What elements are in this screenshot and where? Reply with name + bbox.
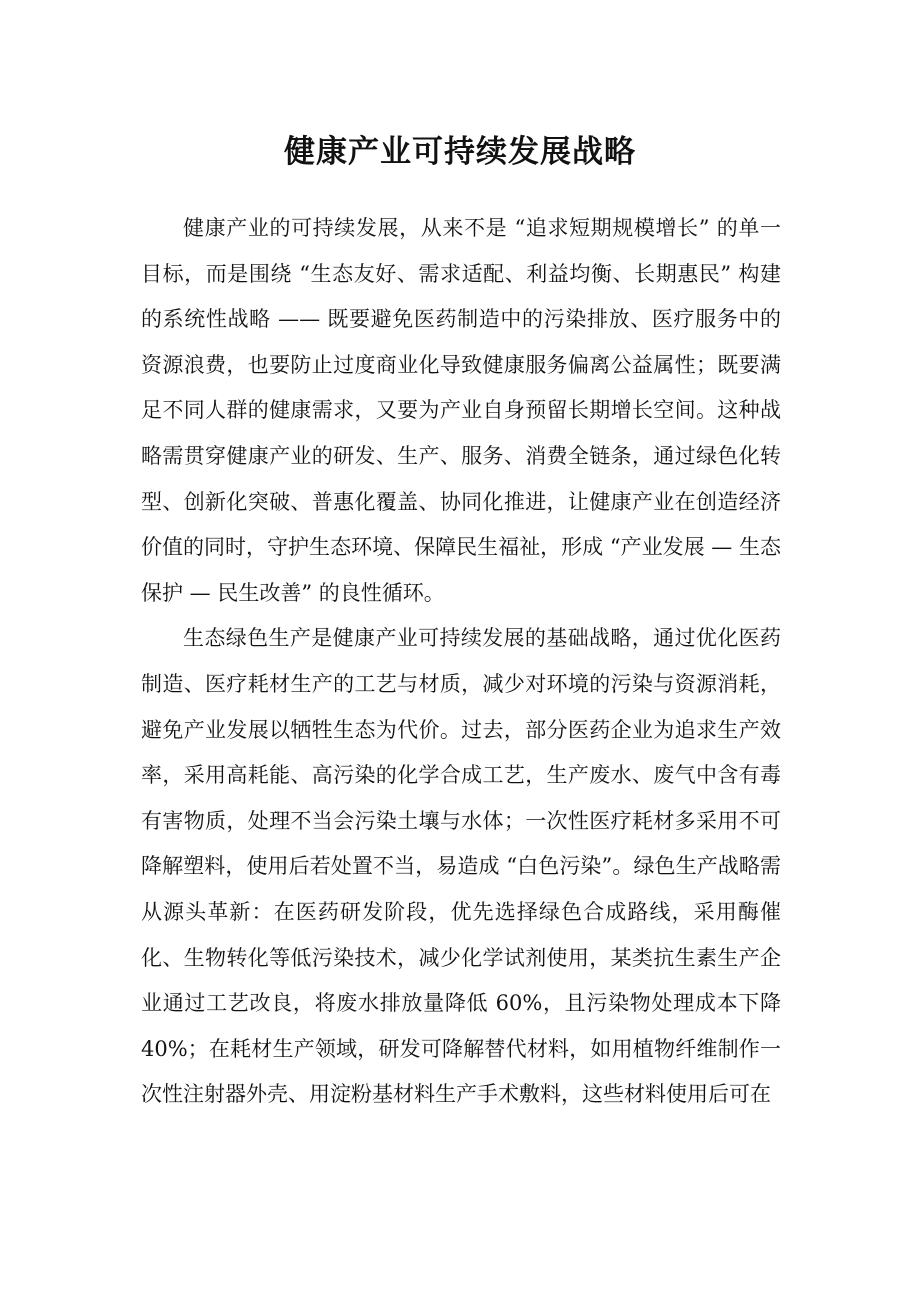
- document-body: [141, 206, 781, 1118]
- paragraph-green-production: 生态绿色生产是健康产业可持续发展的基础战略，通过优化医药制造、医疗耗材生产的工艺与材质，减少对环境的污染与资源消耗，避免产业发展以牺牲生态为代价。过去，部分医药企业为追求生产效率，采用高耗能、高污染的化学合成工艺，生产废水、废气中含有毒有害物质，处理不当会污染土壤与水体；一次性医疗耗材多采用不可降解塑料，使用后若处置不当，易造成 “白色污染”。绿色生产战略需从源头革新：在医药研发阶段，优先选择绿色合成路线，采用酶催化、生物转化等低污染技术，减少化学试剂使用，某类抗生素生产企业通过工艺改良，将废水排放量降低 60%，且污染物处理成本下降 40%；在耗材生产领域，研发可降解替代材料，如用植物纤维制作一次性注射器外壳、用淀粉基材料生产手术敷料，这些材料使用后可在: [141, 626, 781, 1107]
- paragraph-intro: 健康产业的可持续发展，从来不是 “追求短期规模增长” 的单一目标，而是围绕 “生态友好、需求适配、利益均衡、长期惠民” 构建的系统性战略 —— 既要避免医药制造中的污染排放、医疗服务中的资源浪费，也要防止过度商业化导致健康服务偏离公益属性；既要满足不同人群的健康需求，又要为产业自身预留长期增长空间。这种战略需贯穿健康产业的研发、生产、服务、消费全链条，通过绿色化转型、创新化突破、普惠化覆盖、协同化推进，让健康产业在创造经济价值的同时，守护生态环境、保障民生福祉，形成 “产业发展 — 生态保护 — 民生改善” 的良性循环。: [141, 216, 781, 605]
- document-title: 健康产业可持续发展战略: [284, 134, 636, 170]
